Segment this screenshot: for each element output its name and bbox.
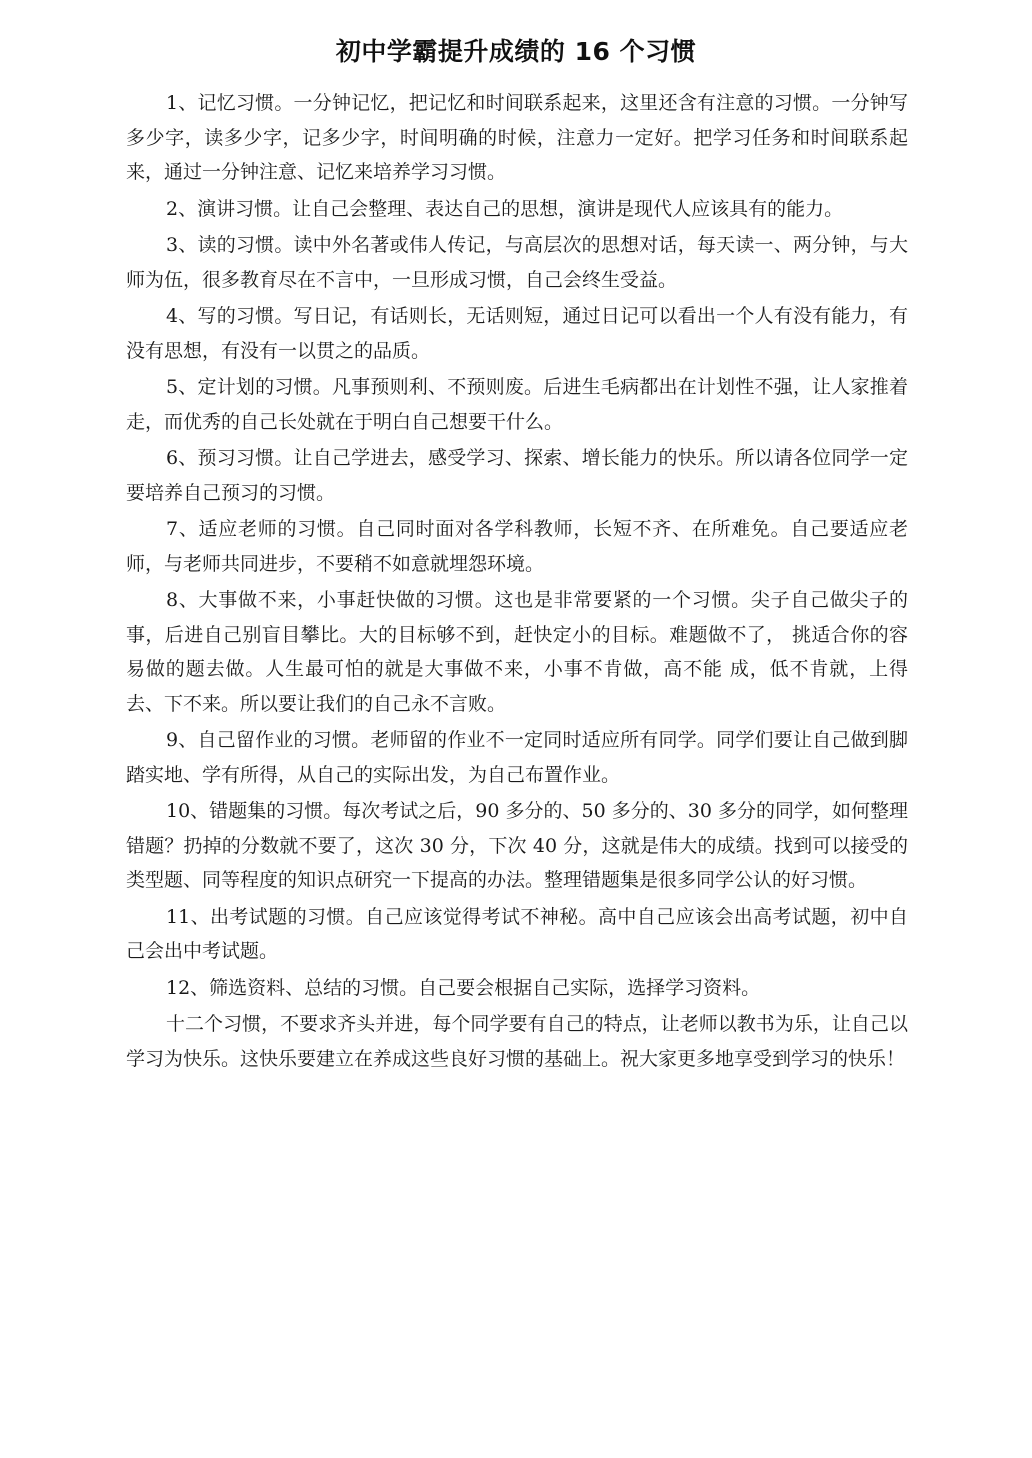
paragraph-habit-3: 3、读的习惯。读中外名著或伟人传记，与高层次的思想对话，每天读一、两分钟，与大师为伍，很多教育尽在不言中，一旦形成习惯，自己会终生受益。 bbox=[126, 234, 908, 291]
paragraph-habit-8: 8、大事做不来，小事赶快做的习惯。这也是非常要紧的一个习惯。尖子自己做尖子的事，后进自己别盲目攀比。大的目标够不到，赶快定小的目标。难题做不了， 挑适合你的容易做的题去做。人生最可怕的就是大事做不来，小事不肯做，高不能 成，低不肯就，上得去、下不来。所以要让我们的自己永不言败。 bbox=[126, 589, 908, 715]
paragraph-habit-12: 12、筛选资料、总结的习惯。自己要会根据自己实际，选择学习资料。 bbox=[166, 976, 761, 999]
paragraph-habit-2: 2、演讲习惯。让自己会整理、表达自己的思想，演讲是现代人应该具有的能力。 bbox=[166, 197, 844, 220]
paragraph-habit-9: 9、自己留作业的习惯。老师留的作业不一定同时适应所有同学。同学们要让自己做到脚踏实地、学有所得，从自己的实际出发，为自己布置作业。 bbox=[126, 729, 908, 786]
paragraph-habit-4: 4、写的习惯。写日记，有话则长，无话则短，通过日记可以看出一个人有没有能力，有没有思想，有没有一以贯之的品质。 bbox=[126, 305, 908, 362]
document-title: 初中学霸提升成绩的 16 个习惯 bbox=[335, 37, 697, 66]
paragraph-conclusion: 十二个习惯，不要求齐头并进，每个同学要有自己的特点，让老师以教书为乐，让自己以学习为快乐。这快乐要建立在养成这些良好习惯的基础上。祝大家更多地享受到学习的快乐！ bbox=[126, 1013, 908, 1070]
paragraph-habit-7: 7、适应老师的习惯。自己同时面对各学科教师，长短不齐、在所难免。自己要适应老师，与老师共同进步，不要稍不如意就埋怨环境。 bbox=[126, 518, 908, 575]
paragraph-habit-1: 1、记忆习惯。一分钟记忆，把记忆和时间联系起来，这里还含有注意的习惯。一分钟写多少字，读多少字，记多少字，时间明确的时候，注意力一定好。把学习任务和时间联系起来，通过一分钟注意、记忆来培养学习习惯。 bbox=[126, 92, 908, 183]
paragraph-habit-11: 11、出考试题的习惯。自己应该觉得考试不神秘。高中自己应该会出高考试题，初中自己会出中考试题。 bbox=[126, 905, 908, 962]
paragraph-habit-6: 6、预习习惯。让自己学进去，感受学习、探索、增长能力的快乐。所以请各位同学一定要培养自己预习的习惯。 bbox=[126, 447, 908, 504]
paragraph-habit-5: 5、定计划的习惯。凡事预则利、不预则废。后进生毛病都出在计划性不强，让人家推着走，而优秀的自己长处就在于明白自己想要干什么。 bbox=[126, 376, 908, 433]
paragraph-habit-10: 10、错题集的习惯。每次考试之后，90 多分的、50 多分的、30 多分的同学，如何整理错题？扔掉的分数就不要了，这次 30 分，下次 40 分，这就是伟大的成绩。找到可以接受的类型题、同等程度的知识点研究一下提高的办法。整理错题集是很多同学公认的好习惯。 bbox=[126, 800, 908, 891]
document-body bbox=[126, 86, 908, 1078]
